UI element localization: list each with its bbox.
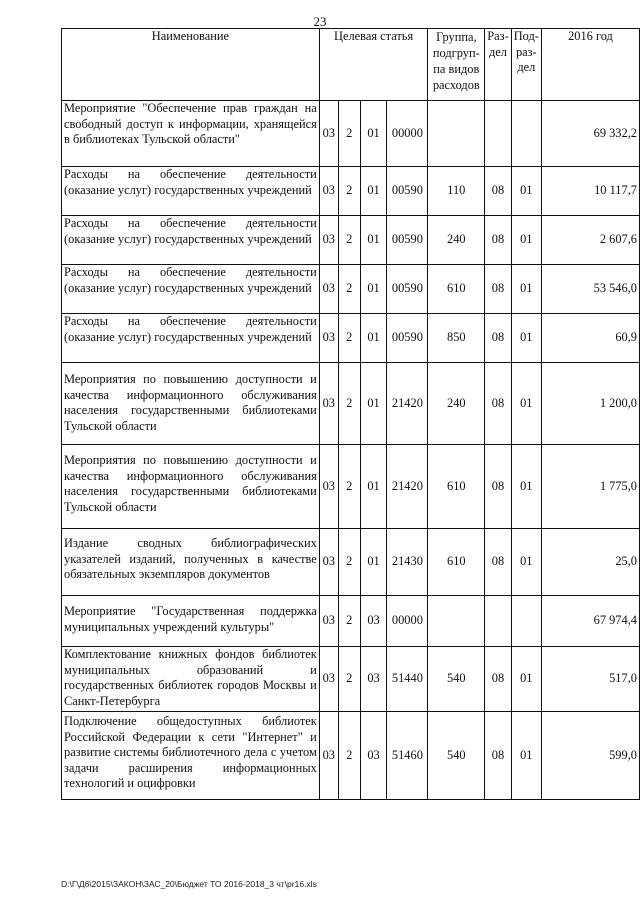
code-part: 00590: [387, 216, 428, 265]
code-part: 03: [360, 712, 387, 800]
amount: 2 607,6: [541, 216, 639, 265]
section-code: [485, 101, 511, 167]
table-row: [62, 314, 640, 363]
section-code: 08: [485, 647, 511, 712]
table-row: [62, 167, 640, 216]
code-part: 03: [319, 647, 338, 712]
row-name: Издание сводных библиографических указателей изданий, полученных в качестве обязательных экземпляров документов: [62, 529, 320, 596]
subsection-code: 01: [511, 712, 541, 800]
group-code: 610: [428, 529, 485, 596]
section-code: 08: [485, 445, 511, 529]
row-name: Мероприятия по повышению доступности и качества информационного обслуживания населения государственными библиотеками Тульской области: [62, 363, 320, 445]
subsection-code: 01: [511, 314, 541, 363]
amount: 1 775,0: [541, 445, 639, 529]
code-part: 2: [338, 363, 360, 445]
code-part: 03: [360, 647, 387, 712]
subsection-code: 01: [511, 363, 541, 445]
code-part: 01: [360, 101, 387, 167]
budget-table: [61, 28, 640, 800]
code-part: 2: [338, 647, 360, 712]
code-part: 01: [360, 167, 387, 216]
row-name: Расходы на обеспечение деятельности (оказание услуг) государственных учреждений: [62, 265, 320, 314]
section-code: 08: [485, 363, 511, 445]
group-code: 610: [428, 445, 485, 529]
section-code: 08: [485, 265, 511, 314]
group-code: 540: [428, 712, 485, 800]
header-name: Наименование: [62, 29, 320, 101]
code-part: 00000: [387, 101, 428, 167]
code-part: 2: [338, 596, 360, 647]
code-part: 03: [319, 265, 338, 314]
amount: 517,0: [541, 647, 639, 712]
table-row: [62, 265, 640, 314]
code-part: 2: [338, 167, 360, 216]
section-code: 08: [485, 167, 511, 216]
row-name: Расходы на обеспечение деятельности (оказание услуг) государственных учреждений: [62, 167, 320, 216]
code-part: 00000: [387, 596, 428, 647]
group-code: 540: [428, 647, 485, 712]
header-year: 2016 год: [541, 29, 639, 101]
code-part: 03: [319, 101, 338, 167]
section-code: [485, 596, 511, 647]
table-row: [62, 712, 640, 800]
code-part: 03: [319, 445, 338, 529]
group-code: [428, 596, 485, 647]
code-part: 01: [360, 265, 387, 314]
amount: 599,0: [541, 712, 639, 800]
table-row: [62, 363, 640, 445]
section-code: 08: [485, 712, 511, 800]
group-code: [428, 101, 485, 167]
code-part: 51440: [387, 647, 428, 712]
code-part: 03: [319, 363, 338, 445]
subsection-code: [511, 596, 541, 647]
code-part: 00590: [387, 265, 428, 314]
subsection-code: [511, 101, 541, 167]
code-part: 2: [338, 314, 360, 363]
code-part: 51460: [387, 712, 428, 800]
code-part: 03: [319, 712, 338, 800]
subsection-code: 01: [511, 167, 541, 216]
header-section: Раз-дел: [485, 29, 511, 101]
code-part: 00590: [387, 167, 428, 216]
code-part: 2: [338, 216, 360, 265]
subsection-code: 01: [511, 529, 541, 596]
code-part: 21420: [387, 363, 428, 445]
code-part: 01: [360, 216, 387, 265]
code-part: 2: [338, 265, 360, 314]
header-group: Группа, подгруп-па видов расходов: [428, 29, 485, 101]
code-part: 03: [319, 529, 338, 596]
table-row: [62, 596, 640, 647]
code-part: 2: [338, 445, 360, 529]
header-subsection: Под-раз-дел: [511, 29, 541, 101]
section-code: 08: [485, 314, 511, 363]
subsection-code: 01: [511, 445, 541, 529]
group-code: 240: [428, 363, 485, 445]
code-part: 01: [360, 445, 387, 529]
group-code: 610: [428, 265, 485, 314]
code-part: 03: [319, 596, 338, 647]
code-part: 03: [319, 167, 338, 216]
code-part: 2: [338, 529, 360, 596]
row-name: Расходы на обеспечение деятельности (оказание услуг) государственных учреждений: [62, 314, 320, 363]
table-row: [62, 647, 640, 712]
code-part: 03: [360, 596, 387, 647]
row-name: Мероприятие "Обеспечение прав граждан на свободный доступ к информации, хранящейся в библиотеках Тульской области": [62, 101, 320, 167]
header-row: [62, 29, 640, 101]
table-row: [62, 445, 640, 529]
code-part: 03: [319, 216, 338, 265]
section-code: 08: [485, 216, 511, 265]
row-name: Комплектование книжных фондов библиотек муниципальных образований и государственных библиотек городов Москвы и Санкт-Петербурга: [62, 647, 320, 712]
code-part: 01: [360, 363, 387, 445]
subsection-code: 01: [511, 647, 541, 712]
group-code: 850: [428, 314, 485, 363]
code-part: 01: [360, 529, 387, 596]
section-code: 08: [485, 529, 511, 596]
group-code: 240: [428, 216, 485, 265]
code-part: 21430: [387, 529, 428, 596]
code-part: 03: [319, 314, 338, 363]
code-part: 01: [360, 314, 387, 363]
table-row: [62, 529, 640, 596]
subsection-code: 01: [511, 265, 541, 314]
amount: 69 332,2: [541, 101, 639, 167]
table-row: [62, 216, 640, 265]
amount: 25,0: [541, 529, 639, 596]
code-part: 00590: [387, 314, 428, 363]
amount: 60,9: [541, 314, 639, 363]
page-number: 23: [313, 14, 327, 29]
row-name: Подключение общедоступных библиотек Российской Федерации к сети "Интернет" и развитие системы библиотечного дела с учетом задачи расширения информационных технологий и оцифровки: [62, 712, 320, 800]
row-name: Расходы на обеспечение деятельности (оказание услуг) государственных учреждений: [62, 216, 320, 265]
code-part: 2: [338, 101, 360, 167]
amount: 67 974,4: [541, 596, 639, 647]
code-part: 21420: [387, 445, 428, 529]
row-name: Мероприятие "Государственная поддержка муниципальных учреждений культуры": [62, 596, 320, 647]
header-target-article: Целевая статья: [319, 29, 428, 101]
amount: 1 200,0: [541, 363, 639, 445]
group-code: 110: [428, 167, 485, 216]
file-path-footer: D:\Г\Д6\2015\ЗАКОН\ЗАС_20\Бюджет ТО 2016-2018_3 чт\pr16.xls: [61, 879, 317, 889]
table-row: [62, 101, 640, 167]
code-part: 2: [338, 712, 360, 800]
amount: 53 546,0: [541, 265, 639, 314]
row-name: Мероприятия по повышению доступности и качества информационного обслуживания населения государственными библиотеками Тульской области: [62, 445, 320, 529]
amount: 10 117,7: [541, 167, 639, 216]
subsection-code: 01: [511, 216, 541, 265]
